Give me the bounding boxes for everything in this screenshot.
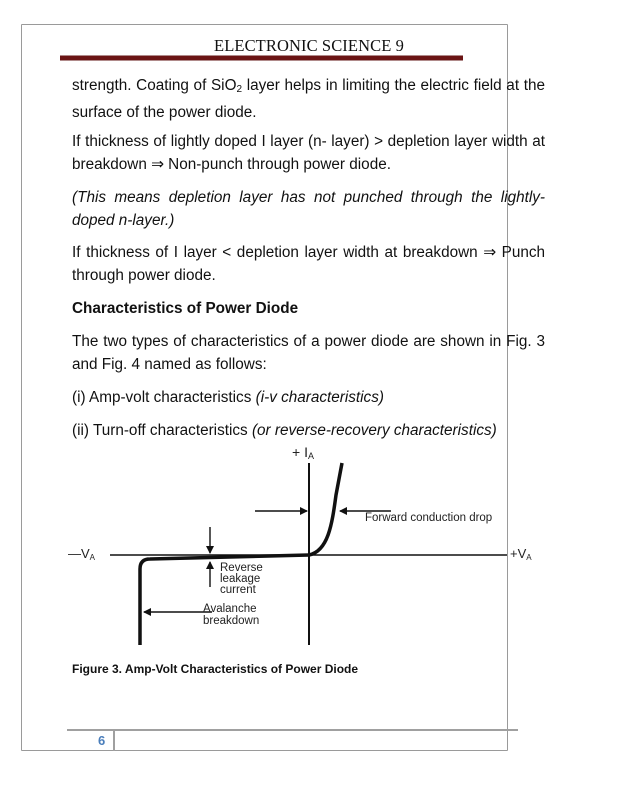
paragraph-non-punch-through: If thickness of lightly doped I layer (n- layer) > depletion layer width at breakdown ⇒ Non-punch through power diode.	[72, 133, 545, 173]
running-header: ELECTRONIC SCIENCE 9	[214, 36, 404, 55]
label-line: leakage	[220, 573, 261, 585]
y-axis-label	[292, 444, 314, 461]
x-axis-negative-label	[68, 546, 95, 562]
reverse-leakage-label	[220, 563, 263, 596]
list-item-label: (i) Amp-volt characteristics	[72, 389, 256, 406]
footer-rule	[67, 729, 518, 731]
list-item	[72, 419, 545, 442]
iv-diagram	[60, 445, 560, 660]
x-neg-label-text: —V	[68, 546, 90, 561]
y-axis-label-text: + I	[292, 444, 308, 460]
paragraph-punch-through: If thickness of I layer < depletion layer width at breakdown ⇒ Punch through power diode.	[72, 244, 545, 284]
text-run: strength. Coating of SiO	[72, 77, 237, 94]
text-run: layer helps in limiting the electric field at the surface of the power diode.	[72, 77, 545, 121]
y-axis-label-sub: A	[307, 451, 314, 461]
label-line: Avalanche	[203, 603, 257, 615]
list-item-note: (or reverse-recovery characteristics)	[251, 422, 497, 439]
list-item	[72, 386, 545, 409]
x-pos-label-sub: A	[526, 553, 532, 562]
paragraph-intro: The two types of characteristics of a power diode are shown in Fig. 3 and Fig. 4 named as follows:	[72, 333, 545, 373]
paragraph-sio2	[72, 74, 545, 124]
label-line: breakdown	[203, 615, 260, 627]
avalanche-label	[203, 603, 259, 627]
forward-drop-label: Forward conduction drop	[365, 512, 493, 524]
x-axis-positive-label	[510, 546, 532, 562]
header-rule	[60, 56, 463, 60]
label-line: Reverse	[220, 562, 263, 574]
iv-characteristics-figure	[60, 445, 560, 660]
section-heading: Characteristics of Power Diode	[72, 300, 299, 317]
forward-curve	[309, 463, 342, 555]
x-pos-label-text: +V	[510, 546, 527, 561]
footer-divider	[113, 731, 115, 751]
page-number: 6	[98, 733, 106, 748]
x-neg-label-sub: A	[89, 553, 96, 562]
figure-caption: Figure 3. Amp-Volt Characteristics of Power Diode	[72, 662, 359, 676]
list-item-note: (i-v characteristics)	[255, 389, 384, 406]
list-item-label: (ii) Turn-off characteristics	[72, 422, 252, 439]
paragraph-note: (This means depletion layer has not punched through the lightly-doped n-layer.)	[72, 189, 545, 229]
subscript: 2	[236, 84, 243, 95]
label-line: current	[220, 584, 256, 596]
